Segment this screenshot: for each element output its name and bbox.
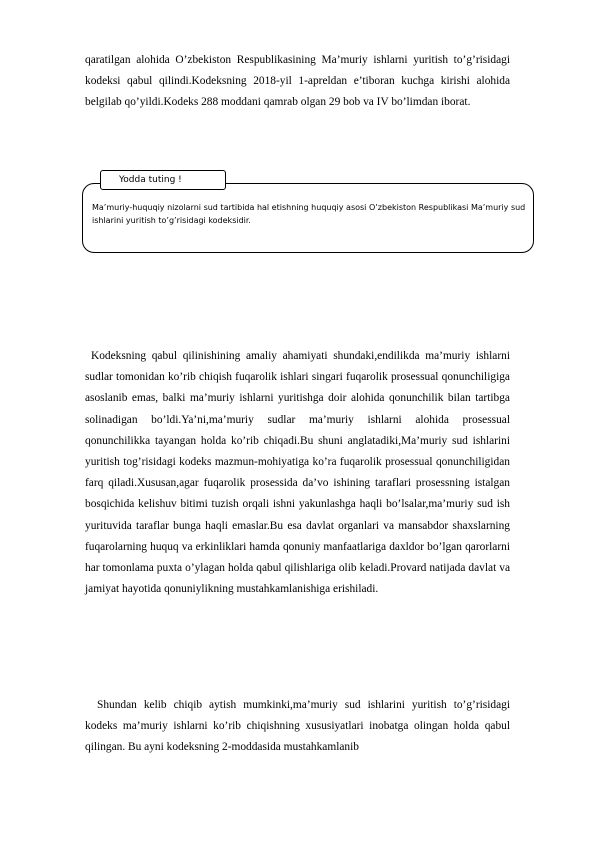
paragraph-significance: Kodeksning qabul qilinishining amaliy ahamiyati shundaki,endilikda ma’muriy ishlarni sudlar tomonidan ko’rib chiqish fuqarolik ishlari singari fuqarolik prosessual qonunchiligiga asoslanib emas, balki ma’muriy ishlarni yuritishga doir alohida qonunchilik bilan tartibga solinadigan bo’ldi.Ya’ni,ma’muriy sudlar ma’muriy ishlarni alohida prosessual qonunchilikka tayangan holda ko’rib chiqadi.Bu shuni anglatadiki,Ma’muriy sud ishlarini yuritish tog’risidagi kodeks mazmun-mohiyatiga ko’ra fuqarolik prosessual qonunchiligidan farq qiladi.Xususan,agar fuqarolik prosessida da’vo ishining taraflari prosessning istalgan bosqichida kelishuv bitimi tuzish orqali ishni yakunlashga haqli bo’lsalar,ma’muriy sud ish yurituvida taraflar bunga haqli emaslar.Bu esa davlat organlari va mansabdor shaxslarning fuqarolarning huquq va erkinliklari hamda qonuniy manfaatlariga daxldor bo’lgan qarorlarni har tomonlama puxta o’ylagan holda qabul qilishlariga olib keladi.Provard natijada davlat va jamiyat hayotida qonuniylikning mustahkamlanishiga erishiladi.	[85, 350, 510, 596]
paragraph-conclusion: Shundan kelib chiqib aytish mumkinki,ma’muriy sud ishlarini yuritish to’g’risidagi kodeks ma’muriy ishlarni ko’rib chiqishning xususiyatlari inobatga olingan holda qabul qilingan. Bu ayni kodeksning 2-moddasida mustahkamlanib	[85, 699, 510, 754]
reminder-text: Ma’muriy-huquqiy nizolarni sud tartibida hal etishning huquqiy asosi O’zbekiston Respublikasi Ma’muriy sud ishlarini yuritish to’g’risidagi kodeksidir.	[92, 203, 526, 225]
paragraph-intro: qaratilgan alohida O’zbekiston Respublikasining Ma’muriy ishlarni yuritish to’g’risidagi kodeksi qabul qilindi.Kodeksning 2018-yil 1-apreldan e’tiboran kuchga kirishi alohida belgilab qo’yildi.Kodeks 288 moddani qamrab olgan 29 bob va IV bo’limdan iborat.	[85, 54, 510, 109]
reminder-title: Yodda tuting !	[100, 170, 226, 190]
